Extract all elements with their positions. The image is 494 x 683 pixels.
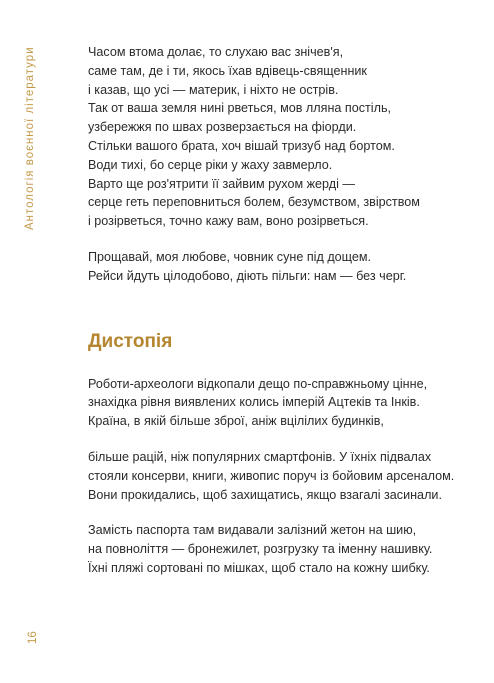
poem-line: стояли консерви, книги, живопис поруч із бойовим арсеналом. (88, 468, 455, 483)
poem-line: Так от ваша земля нині рветься, мов лляна постіль, (88, 101, 391, 116)
poem-line: Рейси йдуть цілодобово, діють пільги: нам — без черг. (88, 268, 407, 283)
poem-line: Роботи-археологи відкопали дещо по-справжньому цінне, (88, 376, 428, 391)
stanza (88, 521, 478, 577)
poem-line: серце геть переповниться болем, безумством, звірством (88, 195, 420, 210)
page-number: 16 (27, 631, 39, 644)
poem-line: Вони прокидались, щоб захищатись, якщо взагалі засинали. (88, 487, 442, 502)
page-content (88, 43, 478, 595)
stanza (88, 448, 478, 504)
poem-title: Дистопія (88, 330, 173, 352)
poem-line: Замість паспорта там видавали залізний жетон на шию, (88, 523, 417, 538)
stanza (88, 248, 478, 286)
running-title: Антологія воєнної літератури (24, 46, 36, 230)
poem-line: більше рацій, ніж популярних смартфонів. У їхніх підвалах (88, 449, 432, 464)
poem-line: Країна, в якій більше зброї, аніж вцілілих будинків, (88, 414, 384, 429)
poem-line: Стільки вашого брата, хоч вішай тризуб над бортом. (88, 138, 395, 153)
poem-line: і казав, що усі — материк, і ніхто не острів. (88, 82, 339, 97)
poem-line: знахідка рівня виявлених колись імперій Ацтеків та Інків. (88, 395, 420, 410)
poem-line: узбережжя по швах розверзається на фіорди. (88, 120, 357, 135)
poem-line: Води тихі, бо серце ріки у жаху завмерло. (88, 157, 333, 172)
poem-line: Варто ще роз'ятрити її зайвим рухом жерді — (88, 176, 356, 191)
poem-2 (88, 375, 478, 578)
poem-line: саме там, де і ти, якось їхав вдівець-священник (88, 63, 367, 78)
poem-line: Часом втома долає, то слухаю вас знічев'я, (88, 45, 344, 59)
poem-1 (88, 43, 478, 286)
poem-line: Їхні пляжі сортовані по мішках, щоб стало на кожну шибку. (88, 560, 430, 575)
stanza (88, 43, 478, 231)
stanza (88, 375, 478, 431)
poem-line: на повноліття — бронежилет, розгрузку та іменну нашивку. (88, 542, 433, 557)
poem-line: і розірветься, точно кажу вам, воно розірветься. (88, 214, 369, 229)
poem-line: Прощавай, моя любове, човник суне під дощем. (88, 249, 372, 264)
